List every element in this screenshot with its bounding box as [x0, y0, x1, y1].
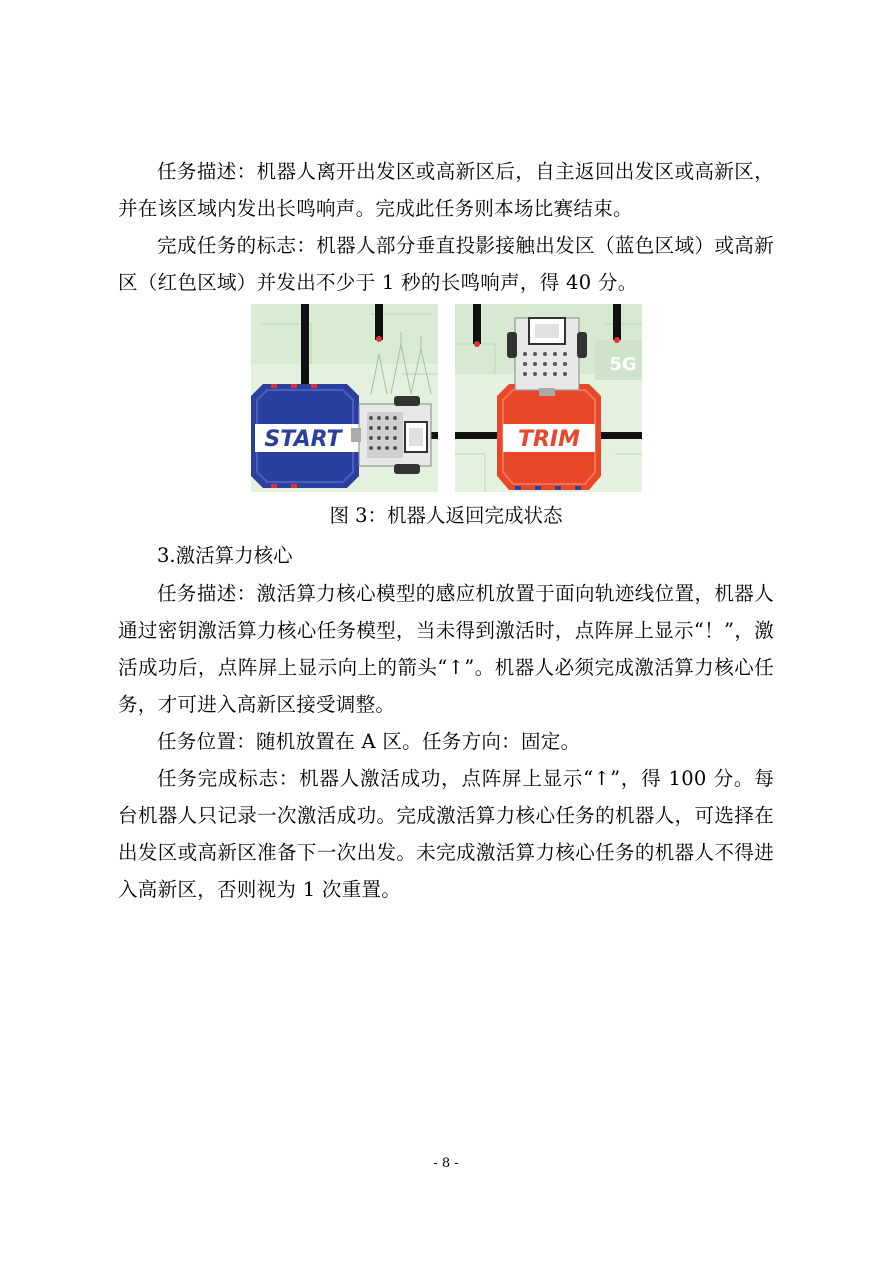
paragraph-completion-mark-return: 完成任务的标志：机器人部分垂直投影接触出发区（蓝色区域）或高新区（红色区域）并发出不少于 1 秒的长鸣响声，得 40 分。: [118, 234, 774, 294]
badge-5g: 5G: [609, 354, 637, 375]
paragraph-task-completion-activate: 任务完成标志：机器人激活成功，点阵屏上显示“↑”，得 100 分。每台机器人只记录一次激活成功。完成激活算力核心任务的机器人，可选择在出发区或高新区准备下一次出发。未完成激活算力核心任务的机器人不得进入高新区，否则视为 1 次重置。: [118, 767, 774, 901]
figure-panel-start: [251, 304, 438, 492]
trim-zone-illustration: [455, 304, 642, 492]
start-label: START: [264, 427, 342, 452]
robot-right: [507, 318, 587, 396]
figure-caption: 图 3：机器人返回完成状态: [329, 504, 563, 527]
figure-robot-return: [251, 304, 642, 492]
start-zone: [251, 384, 363, 488]
trim-zone: [497, 384, 601, 490]
robot-left: [351, 396, 431, 474]
paragraph-task-description-return: 任务描述：机器人离开出发区或高新区后，自主返回出发区或高新区，并在该区域内发出长鸣响声。完成此任务则本场比赛结束。: [118, 160, 774, 220]
paragraph-task-description-activate: 任务描述：激活算力核心模型的感应机放置于面向轨迹线位置，机器人通过密钥激活算力核心任务模型，当未得到激活时，点阵屏上显示“！”，激活成功后，点阵屏上显示向上的箭头“↑”。机器人必须完成激活算力核心任务，才可进入高新区接受调整。: [118, 582, 774, 716]
page-number: - 8 -: [433, 1156, 459, 1171]
paragraph-task-position: 任务位置：随机放置在 A 区。任务方向：固定。: [157, 730, 581, 753]
section-heading-activate-core: 3.激活算力核心: [157, 544, 293, 567]
figure-panel-trim: [455, 304, 642, 492]
start-zone-illustration: [251, 304, 438, 492]
trim-label: TRIM: [517, 427, 581, 452]
